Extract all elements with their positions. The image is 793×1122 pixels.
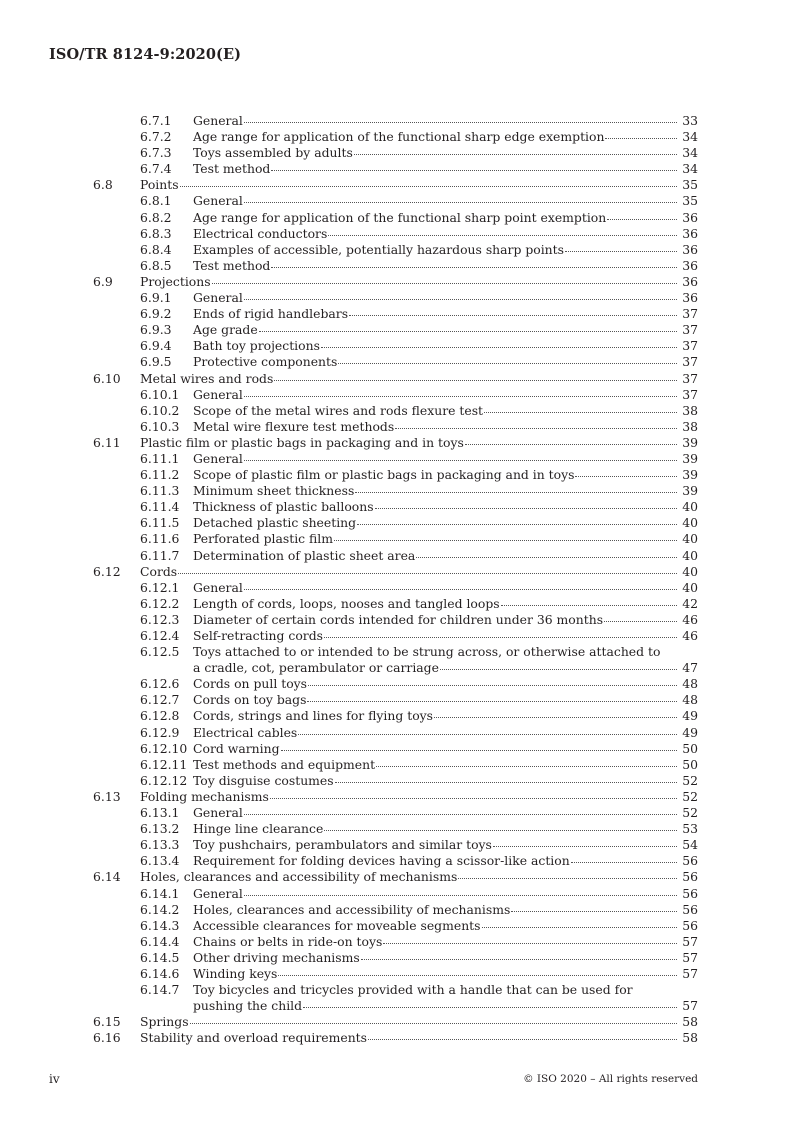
toc-dot-leader	[605, 138, 677, 139]
toc-entry-page: 39	[682, 467, 698, 483]
toc-entry-title: Metal wire flexure test methods	[193, 418, 395, 434]
toc-entry[interactable]	[0, 837, 793, 853]
toc-entry-title: Folding mechanisms	[140, 788, 269, 804]
toc-entry-number: 6.12	[93, 563, 121, 579]
toc-entry-number: 6.12.1	[140, 579, 180, 595]
toc-entry[interactable]	[0, 226, 793, 242]
toc-entry-number: 6.14.4	[140, 933, 180, 949]
toc-entry-page: 40	[682, 499, 698, 515]
toc-entry-number: 6.11	[93, 434, 121, 450]
toc-dot-leader	[395, 428, 677, 429]
toc-entry-number: 6.12.6	[140, 676, 180, 692]
toc-entry-page: 34	[682, 145, 698, 161]
toc-entry[interactable]	[0, 853, 793, 869]
toc-dot-leader	[338, 363, 677, 364]
toc-entry-number: 6.9	[93, 273, 113, 289]
toc-entry[interactable]	[0, 129, 793, 145]
toc-entry[interactable]	[0, 934, 793, 950]
toc-dot-leader	[271, 170, 677, 171]
toc-dot-leader	[493, 846, 677, 847]
toc-entry-number: 6.10	[93, 370, 121, 386]
toc-entry-number: 6.7.1	[140, 113, 172, 128]
toc-dot-leader	[604, 621, 677, 622]
toc-entry[interactable]	[0, 371, 793, 387]
toc-entry-number: 6.8.4	[140, 241, 172, 257]
toc-entry[interactable]	[0, 145, 793, 161]
toc-entry[interactable]	[0, 596, 793, 612]
toc-dot-leader	[321, 347, 677, 348]
toc-dot-leader	[416, 557, 677, 558]
toc-entry-page: 57	[682, 965, 698, 981]
toc-entry[interactable]	[0, 773, 793, 789]
toc-entry-title: Accessible clearances for moveable segments	[193, 917, 481, 933]
toc-entry[interactable]	[0, 564, 793, 580]
toc-dot-leader	[354, 154, 677, 155]
toc-entry-page: 36	[682, 225, 698, 241]
toc-dot-leader	[465, 444, 677, 445]
toc-entry-title: Cord warning	[193, 740, 280, 756]
toc-entry-page: 56	[682, 885, 698, 901]
toc-entry-title: Electrical cables	[193, 724, 298, 740]
toc-entry-page: 46	[682, 611, 698, 627]
toc-dot-leader	[375, 508, 677, 509]
toc-entry[interactable]	[0, 499, 793, 515]
toc-entry-number: 6.13.2	[140, 821, 180, 837]
toc-entry-number: 6.14.7	[140, 982, 180, 998]
toc-entry-page: 36	[682, 273, 698, 289]
toc-entry-title: Test method	[193, 161, 271, 177]
toc-entry-number: 6.8.1	[140, 193, 172, 209]
toc-dot-leader	[482, 927, 677, 928]
toc-dot-leader	[178, 573, 677, 574]
toc-entry[interactable]	[0, 451, 793, 467]
toc-entry-title: Points	[140, 177, 179, 193]
toc-entry[interactable]	[0, 531, 793, 547]
toc-dot-leader	[244, 202, 677, 203]
toc-entry-title: Thickness of plastic balloons	[193, 499, 374, 515]
toc-entry-number: 6.10.3	[140, 418, 180, 434]
toc-dot-leader	[440, 669, 677, 670]
toc-dot-leader	[571, 862, 677, 863]
toc-entry-page: 40	[682, 531, 698, 547]
toc-entry-number: 6.12.8	[140, 708, 180, 724]
toc-dot-leader	[501, 605, 677, 606]
toc-entry-title: Holes, clearances and accessibility of mechanisms	[193, 901, 511, 917]
toc-entry-page: 37	[682, 306, 698, 322]
toc-entry[interactable]	[0, 161, 793, 177]
toc-entry-page: 48	[682, 692, 698, 708]
toc-dot-leader	[212, 283, 677, 284]
toc-entry-number: 6.7.2	[140, 129, 172, 145]
toc-entry[interactable]	[0, 918, 793, 934]
toc-entry-number: 6.9.3	[140, 322, 172, 338]
toc-entry-title: Metal wires and rods	[140, 370, 274, 386]
toc-entry-page: 52	[682, 805, 698, 821]
toc-entry-title: Test method	[193, 257, 271, 273]
toc-entry-number: 6.11.3	[140, 483, 180, 499]
toc-entry[interactable]	[0, 869, 793, 885]
toc-entry[interactable]	[0, 322, 793, 338]
toc-entry-number: 6.11.6	[140, 531, 180, 547]
toc-entry-page: 39	[682, 434, 698, 450]
toc-entry-page: 35	[682, 193, 698, 209]
toc-entry-page: 35	[682, 177, 698, 193]
toc-entry-page: 38	[682, 418, 698, 434]
toc-entry-page: 39	[682, 483, 698, 499]
toc-entry-number: 6.15	[93, 1014, 121, 1030]
toc-entry-page: 47	[682, 660, 698, 676]
toc-entry-number: 6.14.6	[140, 965, 180, 981]
toc-dot-leader	[278, 975, 677, 976]
toc-dot-leader	[511, 911, 677, 912]
toc-entry-title: Toys attached to or intended to be strung across, or otherwise attached to	[193, 644, 661, 660]
toc-entry[interactable]	[0, 193, 793, 209]
toc-entry-title: Age range for application of the functional sharp point exemption	[193, 209, 607, 225]
toc-entry-number: 6.12.10	[140, 740, 188, 756]
toc-dot-leader	[244, 122, 677, 123]
toc-dot-leader	[190, 1023, 677, 1024]
toc-dot-leader	[324, 830, 677, 831]
toc-dot-leader	[434, 717, 677, 718]
toc-entry-title: Length of cords, loops, nooses and tangled loops	[193, 595, 500, 611]
toc-entry-number: 6.11.2	[140, 467, 180, 483]
toc-entry-number: 6.10.1	[140, 386, 180, 402]
toc-entry[interactable]	[0, 306, 793, 322]
toc-entry-number: 6.12.2	[140, 595, 180, 611]
toc-entry-page: 57	[682, 998, 698, 1014]
toc-entry-number: 6.9.5	[140, 354, 172, 370]
toc-entry-title: Detached plastic sheeting	[193, 515, 357, 531]
toc-entry-page: 40	[682, 563, 698, 579]
toc-entry-page: 52	[682, 772, 698, 788]
toc-entry-page: 37	[682, 370, 698, 386]
toc-entry-title: pushing the child	[193, 998, 303, 1014]
toc-entry-page: 56	[682, 853, 698, 869]
toc-dot-leader	[383, 943, 677, 944]
toc-entry-title: General	[193, 386, 243, 402]
toc-entry-title: Ends of rigid handlebars	[193, 306, 349, 322]
toc-entry[interactable]	[0, 1030, 793, 1046]
toc-entry-number: 6.11.1	[140, 450, 180, 466]
toc-entry[interactable]	[0, 580, 793, 596]
toc-entry-page: 56	[682, 869, 698, 885]
toc-entry-title: Diameter of certain cords intended for children under 36 months	[193, 611, 604, 627]
toc-entry-title: General	[193, 805, 243, 821]
toc-entry[interactable]	[0, 805, 793, 821]
toc-entry-page: 52	[682, 788, 698, 804]
toc-entry[interactable]	[0, 628, 793, 644]
toc-entry-title: General	[193, 450, 243, 466]
toc-entry-title: Cords on toy bags	[193, 692, 307, 708]
toc-entry-number: 6.11.4	[140, 499, 180, 515]
toc-dot-leader	[355, 492, 677, 493]
toc-entry[interactable]	[0, 258, 793, 274]
toc-entry[interactable]	[0, 290, 793, 306]
toc-entry-number: 6.8	[93, 177, 113, 193]
toc-entry[interactable]	[0, 966, 793, 982]
toc-entry-number: 6.7.4	[140, 161, 172, 177]
toc-entry-title: Toy bicycles and tricycles provided with a handle that can be used for	[193, 982, 633, 998]
toc-entry-number: 6.13.1	[140, 805, 180, 821]
toc-entry-page: 37	[682, 322, 698, 338]
toc-entry[interactable]	[0, 403, 793, 419]
toc-dot-leader	[259, 331, 677, 332]
toc-entry-number: 6.14.3	[140, 917, 180, 933]
toc-entry-title: Toy pushchairs, perambulators and similar toys	[193, 837, 492, 853]
toc-dot-leader	[244, 460, 677, 461]
toc-dot-leader	[244, 589, 677, 590]
toc-entry[interactable]	[0, 515, 793, 531]
toc-entry-title: Holes, clearances and accessibility of mechanisms	[140, 869, 458, 885]
toc-entry-number: 6.14.5	[140, 949, 180, 965]
toc-entry-title: Plastic film or plastic bags in packaging and in toys	[140, 434, 464, 450]
toc-dot-leader	[335, 782, 677, 783]
toc-entry-page: 34	[682, 129, 698, 145]
toc-entry-number: 6.9.1	[140, 290, 172, 306]
toc-entry[interactable]	[0, 725, 793, 741]
toc-entry-title: Electrical conductors	[193, 225, 328, 241]
toc-entry-number: 6.11.5	[140, 515, 180, 531]
toc-entry-page: 58	[682, 1014, 698, 1030]
toc-entry-page: 40	[682, 515, 698, 531]
toc-entry[interactable]	[0, 982, 793, 1014]
toc-entry-number: 6.13	[93, 788, 121, 804]
toc-entry-title: Cords on pull toys	[193, 676, 308, 692]
toc-entry[interactable]	[0, 177, 793, 193]
toc-entry[interactable]	[0, 676, 793, 692]
toc-entry-number: 6.12.5	[140, 644, 180, 660]
toc-entry[interactable]	[0, 354, 793, 370]
toc-entry-page: 57	[682, 933, 698, 949]
toc-entry-number: 6.14.1	[140, 885, 180, 901]
toc-entry-number: 6.13.3	[140, 837, 180, 853]
toc-entry-number: 6.12.3	[140, 611, 180, 627]
toc-entry[interactable]	[0, 950, 793, 966]
toc-entry-number: 6.14.2	[140, 901, 180, 917]
toc-dot-leader	[244, 396, 677, 397]
toc-entry-number: 6.10.2	[140, 402, 180, 418]
toc-entry-page: 37	[682, 338, 698, 354]
toc-entry-page: 49	[682, 708, 698, 724]
toc-entry-title: Cords, strings and lines for flying toys	[193, 708, 434, 724]
toc-entry-title: Age range for application of the functional sharp edge exemption	[193, 129, 605, 145]
toc-entry-page: 33	[682, 113, 698, 128]
toc-dot-leader	[244, 814, 677, 815]
toc-entry-title: Toys assembled by adults	[193, 145, 353, 161]
toc-entry-title: a cradle, cot, perambulator or carriage	[193, 660, 439, 676]
toc-entry-title: General	[193, 579, 243, 595]
toc-entry-title: General	[193, 113, 243, 128]
toc-entry-number: 6.13.4	[140, 853, 180, 869]
toc-entry[interactable]	[0, 1014, 793, 1030]
toc-entry-title: Winding keys	[193, 965, 278, 981]
toc-entry-title: Perforated plastic film	[193, 531, 334, 547]
toc-entry[interactable]	[0, 548, 793, 564]
toc-entry-page: 42	[682, 595, 698, 611]
toc-dot-leader	[307, 701, 677, 702]
toc-entry-title: Toy disguise costumes	[193, 772, 334, 788]
toc-entry-page: 49	[682, 724, 698, 740]
toc-entry-page: 48	[682, 676, 698, 692]
toc-dot-leader	[298, 734, 677, 735]
toc-entry-page: 50	[682, 740, 698, 756]
toc-entry-title: Test methods and equipment	[193, 756, 376, 772]
toc-entry-page: 46	[682, 628, 698, 643]
toc-dot-leader	[244, 299, 677, 300]
toc-entry-title: Examples of accessible, potentially hazardous sharp points	[193, 241, 565, 257]
toc-entry-page: 56	[682, 901, 698, 917]
page-number: iv	[49, 1072, 60, 1086]
toc-entry[interactable]	[0, 902, 793, 918]
toc-dot-leader	[376, 766, 677, 767]
toc-dot-leader	[328, 235, 677, 236]
toc-entry-number: 6.8.5	[140, 257, 172, 273]
toc-entry[interactable]	[0, 757, 793, 773]
toc-entry[interactable]	[0, 435, 793, 451]
toc-entry-page: 37	[682, 386, 698, 402]
toc-entry-title: Minimum sheet thickness	[193, 483, 355, 499]
toc-entry-title: General	[193, 290, 243, 306]
toc-entry[interactable]	[0, 210, 793, 226]
toc-dot-leader	[303, 1007, 677, 1008]
toc-entry-number: 6.8.2	[140, 209, 172, 225]
toc-entry-page: 40	[682, 547, 698, 563]
toc-entry-page: 36	[682, 209, 698, 225]
toc-entry-page: 36	[682, 257, 698, 273]
toc-entry-page: 36	[682, 241, 698, 257]
toc-entry-title: Bath toy projections	[193, 338, 320, 354]
toc-dot-leader	[484, 412, 677, 413]
toc-entry[interactable]	[0, 113, 793, 129]
toc-dot-leader	[357, 524, 677, 525]
toc-entry-title: Projections	[140, 273, 211, 289]
toc-entry-page: 38	[682, 402, 698, 418]
toc-entry-page: 37	[682, 354, 698, 370]
toc-entry-page: 53	[682, 821, 698, 837]
toc-entry[interactable]	[0, 467, 793, 483]
toc-entry-title: Scope of plastic film or plastic bags in packaging and in toys	[193, 467, 575, 483]
toc-entry-page: 56	[682, 917, 698, 933]
toc-entry-title: Protective components	[193, 354, 338, 370]
toc-dot-leader	[607, 219, 677, 220]
toc-entry[interactable]	[0, 419, 793, 435]
toc-entry[interactable]	[0, 821, 793, 837]
toc-entry-page: 57	[682, 949, 698, 965]
toc-entry-title: Cords	[140, 563, 178, 579]
toc-entry-number: 6.8.3	[140, 225, 172, 241]
toc-entry-page: 54	[682, 837, 698, 853]
toc-entry[interactable]	[0, 274, 793, 290]
toc-dot-leader	[324, 637, 677, 638]
toc-entry-title: Age grade	[193, 322, 258, 338]
toc-entry-page: 39	[682, 450, 698, 466]
toc-dot-leader	[565, 251, 677, 252]
toc-entry-title: General	[193, 885, 243, 901]
toc-entry[interactable]	[0, 644, 793, 676]
toc-entry[interactable]	[0, 789, 793, 805]
toc-dot-leader	[458, 878, 677, 879]
toc-entry[interactable]	[0, 886, 793, 902]
document-id: ISO/TR 8124-9:2020(E)	[49, 46, 242, 63]
toc-entry-title: Self-retracting cords	[193, 628, 324, 643]
copyright-notice: © ISO 2020 – All rights reserved	[523, 1073, 698, 1085]
toc-dot-leader	[271, 267, 677, 268]
toc-entry-number: 6.14	[93, 869, 121, 885]
toc-entry-title: Scope of the metal wires and rods flexure test	[193, 402, 484, 418]
toc-entry[interactable]	[0, 338, 793, 354]
toc-entry[interactable]	[0, 387, 793, 403]
toc-entry-number: 6.7.3	[140, 145, 172, 161]
toc-entry-number: 6.12.4	[140, 628, 180, 643]
toc-entry-title: Springs	[140, 1014, 189, 1030]
toc-entry-page: 58	[682, 1030, 698, 1046]
toc-entry-number: 6.9.4	[140, 338, 172, 354]
toc-entry-title: General	[193, 193, 243, 209]
toc-entry-page: 36	[682, 290, 698, 306]
toc-entry-number: 6.12.11	[140, 756, 188, 772]
toc-entry-number: 6.9.2	[140, 306, 172, 322]
toc-dot-leader	[308, 685, 677, 686]
toc-entry-title: Chains or belts in ride-on toys	[193, 933, 383, 949]
toc-entry[interactable]	[0, 242, 793, 258]
toc-entry-title: Determination of plastic sheet area	[193, 547, 416, 563]
toc-dot-leader	[274, 380, 677, 381]
toc-entry-title: Requirement for folding devices having a scissor-like action	[193, 853, 570, 869]
toc-entry-number: 6.12.7	[140, 692, 180, 708]
toc-entry-page: 34	[682, 161, 698, 177]
toc-entry[interactable]	[0, 612, 793, 628]
toc-entry-number: 6.12.9	[140, 724, 180, 740]
toc-dot-leader	[361, 959, 677, 960]
toc-dot-leader	[244, 895, 677, 896]
toc-entry-number: 6.11.7	[140, 547, 180, 563]
toc-entry-page: 40	[682, 579, 698, 595]
toc-entry-number: 6.12.12	[140, 772, 188, 788]
toc-entry[interactable]	[0, 708, 793, 724]
toc-entry-title: Stability and overload requirements	[140, 1030, 368, 1046]
toc-dot-leader	[334, 540, 677, 541]
toc-entry[interactable]	[0, 692, 793, 708]
toc-dot-leader	[270, 798, 677, 799]
toc-dot-leader	[180, 186, 677, 187]
table-of-contents	[0, 113, 793, 1046]
toc-entry[interactable]	[0, 483, 793, 499]
toc-entry-title: Other driving mechanisms	[193, 949, 360, 965]
toc-dot-leader	[349, 315, 677, 316]
toc-entry[interactable]	[0, 741, 793, 757]
toc-entry-title: Hinge line clearance	[193, 821, 324, 837]
toc-entry-number: 6.16	[93, 1030, 121, 1046]
toc-dot-leader	[281, 750, 677, 751]
toc-dot-leader	[368, 1039, 677, 1040]
toc-entry-page: 50	[682, 756, 698, 772]
toc-dot-leader	[575, 476, 677, 477]
